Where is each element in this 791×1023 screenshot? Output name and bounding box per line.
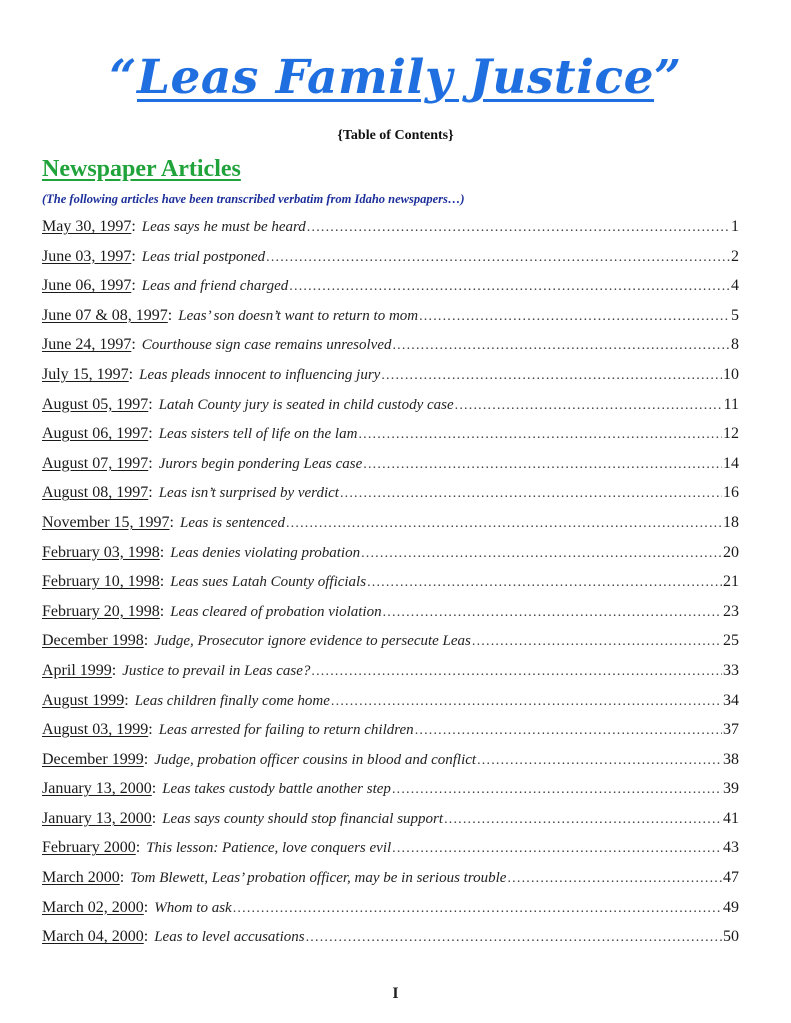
toc-entry[interactable]: [42, 839, 739, 869]
toc-entry[interactable]: [42, 396, 739, 426]
page-number: I: [392, 985, 399, 1002]
toc-entry-date[interactable]: December 1998: [42, 632, 144, 650]
toc-entry-title: Leas trial postponed: [141, 248, 266, 265]
toc-entry-page: 49: [723, 898, 739, 916]
toc-entry-separator: :: [148, 721, 153, 739]
toc-entry[interactable]: [42, 662, 739, 692]
toc-entry-page: 5: [731, 306, 739, 324]
toc-entry-separator: :: [143, 898, 149, 916]
toc-dot-leader: [266, 250, 730, 266]
toc-entry[interactable]: [42, 810, 739, 840]
toc-entry-title: Whom to ask: [154, 899, 232, 916]
toc-entry-date[interactable]: March 2000: [42, 869, 120, 887]
toc-entry[interactable]: [42, 692, 739, 722]
toc-entry-page: 16: [723, 484, 739, 502]
toc-entry-date[interactable]: April 1999: [42, 661, 112, 679]
toc-entry-separator: :: [124, 691, 129, 709]
toc-entry-page: 1: [731, 218, 739, 235]
toc-entry-title: Leas sues Latah County officials: [170, 574, 367, 591]
intro-note: (The following articles have been transcribed verbatim from Idaho newspapers…): [42, 192, 465, 206]
toc-dot-leader: [367, 575, 722, 591]
toc-entry-page: 47: [723, 869, 739, 887]
toc-entry-date[interactable]: February 20, 1998: [42, 602, 160, 620]
toc-entry-separator: :: [131, 336, 136, 354]
toc-entry-separator: :: [151, 809, 157, 827]
toc-entry[interactable]: [42, 366, 739, 396]
toc-entry-separator: :: [148, 454, 153, 472]
toc-dot-leader: [419, 309, 730, 325]
toc-entry[interactable]: [42, 248, 739, 278]
toc-dot-leader: [472, 634, 722, 650]
toc-entry-page: 14: [723, 454, 739, 472]
title-close-quote: ”: [654, 50, 682, 105]
toc-entry-separator: :: [143, 632, 149, 650]
toc-entry-page: 23: [723, 602, 739, 620]
toc-entry-separator: :: [143, 750, 149, 768]
toc-entry-page: 21: [723, 573, 739, 591]
toc-dot-leader: [477, 753, 722, 769]
toc-entry-title: Leas says county should stop financial support: [162, 810, 444, 827]
toc-dot-leader: [415, 723, 722, 739]
toc-entry-title: Leas takes custody battle another step: [162, 781, 391, 798]
toc-entry-title: Courthouse sign case remains unresolved: [141, 337, 392, 354]
toc-dot-leader: [507, 871, 722, 887]
toc-entry-page: 39: [723, 780, 739, 798]
toc-entry-title: Leas is sentenced: [179, 514, 285, 531]
toc-entry-separator: :: [111, 661, 117, 679]
toc-entry-date[interactable]: May 30, 1997: [42, 218, 132, 235]
toc-dot-leader: [331, 694, 722, 710]
toc-entry-separator: :: [143, 928, 149, 946]
toc-entry[interactable]: [42, 928, 739, 958]
toc-dot-leader: [286, 516, 722, 532]
table-of-contents: [42, 218, 739, 958]
toc-dot-leader: [444, 812, 722, 828]
toc-entry-date[interactable]: August 05, 1997: [42, 395, 149, 413]
toc-entry-title: Tom Blewett, Leas’ probation officer, may be in serious trouble: [130, 870, 507, 887]
toc-entry-date[interactable]: August 03, 1999: [42, 721, 149, 739]
toc-entry[interactable]: [42, 751, 739, 781]
title-open-quote: “: [109, 50, 137, 105]
toc-entry-separator: :: [131, 247, 136, 265]
toc-entry-title: Jurors begin pondering Leas case: [158, 455, 363, 472]
toc-entry-separator: :: [169, 513, 174, 531]
toc-entry[interactable]: [42, 869, 739, 899]
table-of-contents-label: {Table of Contents}: [337, 128, 454, 143]
toc-entry-title: Leas denies violating probation: [170, 544, 361, 561]
document-title: [0, 48, 791, 108]
toc-entry-page: 38: [723, 750, 739, 768]
toc-entry[interactable]: [42, 425, 739, 455]
toc-dot-leader: [340, 486, 722, 502]
toc-entry-separator: :: [159, 573, 165, 591]
toc-entry-separator: :: [159, 602, 165, 620]
toc-dot-leader: [289, 279, 730, 295]
toc-entry-page: 2: [731, 247, 739, 265]
toc-entry-date[interactable]: June 24, 1997: [42, 336, 132, 354]
toc-entry-date[interactable]: July 15, 1997: [42, 365, 129, 383]
toc-entry-separator: :: [148, 395, 153, 413]
toc-dot-leader: [381, 368, 722, 384]
toc-dot-leader: [363, 457, 722, 473]
toc-entry[interactable]: [42, 573, 739, 603]
toc-dot-leader: [311, 664, 722, 680]
toc-entry-date[interactable]: February 10, 1998: [42, 573, 160, 591]
toc-dot-leader: [306, 930, 722, 946]
toc-entry-page: 50: [723, 928, 739, 946]
toc-entry-separator: :: [128, 365, 134, 383]
toc-entry-page: 12: [723, 425, 739, 443]
toc-entry-page: 37: [723, 721, 739, 739]
toc-entry-title: Leas sisters tell of life on the lam: [158, 426, 358, 443]
toc-entry-date[interactable]: February 2000: [42, 839, 136, 857]
toc-entry-title: Latah County jury is seated in child custody case: [158, 396, 454, 413]
toc-entry-separator: :: [148, 425, 153, 443]
toc-entry-page: 18: [723, 513, 739, 531]
toc-dot-leader: [233, 901, 722, 917]
toc-entry-separator: :: [159, 543, 165, 561]
toc-entry-page: 11: [723, 395, 739, 413]
toc-entry-separator: :: [131, 218, 136, 235]
toc-entry-page: 33: [723, 661, 739, 679]
toc-entry-title: This lesson: Patience, love conquers evil: [146, 840, 392, 857]
toc-entry-date[interactable]: January 13, 2000: [42, 809, 152, 827]
toc-entry-page: 25: [723, 632, 739, 650]
toc-entry-separator: :: [131, 277, 136, 295]
toc-dot-leader: [358, 427, 722, 443]
toc-entry-date[interactable]: February 03, 1998: [42, 543, 160, 561]
toc-entry[interactable]: [42, 455, 739, 485]
toc-entry-title: Leas’ son doesn’t want to return to mom: [178, 307, 419, 324]
toc-entry[interactable]: [42, 484, 739, 514]
toc-entry-date[interactable]: November 15, 1997: [42, 513, 170, 531]
toc-entry-page: 8: [731, 336, 739, 354]
toc-entry-page: 20: [723, 543, 739, 561]
toc-dot-leader: [392, 338, 730, 354]
toc-entry-title: Leas isn’t surprised by verdict: [158, 485, 339, 502]
toc-entry[interactable]: [42, 780, 739, 810]
toc-entry-separator: :: [135, 839, 141, 857]
toc-entry-date[interactable]: June 06, 1997: [42, 277, 132, 295]
toc-entry-title: Leas and friend charged: [141, 278, 289, 295]
toc-entry-title: Judge, probation officer cousins in blood and conflict: [154, 751, 477, 768]
toc-entry-separator: :: [151, 780, 157, 798]
title-text: Leas Family Justice: [136, 50, 655, 105]
toc-dot-leader: [392, 782, 722, 798]
toc-entry-page: 34: [723, 691, 739, 709]
toc-entry-separator: :: [119, 869, 125, 887]
toc-entry[interactable]: [42, 307, 739, 337]
toc-entry[interactable]: [42, 603, 739, 633]
toc-entry-title: Leas to level accusations: [154, 929, 305, 946]
toc-entry-title: Judge, Prosecutor ignore evidence to persecute Leas: [154, 633, 471, 650]
toc-entry-page: 41: [723, 809, 739, 827]
toc-entry-date[interactable]: June 03, 1997: [42, 247, 132, 265]
toc-entry-date[interactable]: June 07 & 08, 1997: [42, 306, 168, 324]
toc-entry-date[interactable]: March 04, 2000: [42, 928, 144, 946]
toc-entry-date[interactable]: August 08, 1997: [42, 484, 149, 502]
toc-entry-date[interactable]: August 06, 1997: [42, 425, 149, 443]
toc-entry-date[interactable]: December 1999: [42, 750, 144, 768]
toc-entry-page: 4: [731, 277, 739, 295]
toc-entry-date[interactable]: August 1999: [42, 691, 125, 709]
toc-dot-leader: [307, 220, 730, 236]
toc-entry-title: Leas says he must be heard: [141, 219, 306, 235]
toc-entry-title: Leas arrested for failing to return children: [158, 722, 414, 739]
toc-entry-date[interactable]: January 13, 2000: [42, 780, 152, 798]
toc-entry[interactable]: [42, 277, 739, 307]
toc-dot-leader: [361, 546, 722, 562]
toc-entry[interactable]: [42, 544, 739, 574]
toc-entry-title: Justice to prevail in Leas case?: [122, 662, 311, 679]
toc-dot-leader: [392, 841, 722, 857]
toc-entry-separator: :: [148, 484, 153, 502]
toc-entry-date[interactable]: August 07, 1997: [42, 454, 149, 472]
toc-entry-page: 10: [723, 365, 739, 383]
toc-entry[interactable]: [42, 721, 739, 751]
toc-entry-title: Leas children finally come home: [134, 692, 330, 709]
toc-entry[interactable]: [42, 336, 739, 366]
toc-entry[interactable]: [42, 514, 739, 544]
section-heading: Newspaper Articles: [42, 156, 241, 182]
toc-entry-page: 43: [723, 839, 739, 857]
toc-entry-date[interactable]: March 02, 2000: [42, 898, 144, 916]
toc-entry-title: Leas cleared of probation violation: [170, 603, 382, 620]
toc-entry[interactable]: [42, 899, 739, 929]
toc-dot-leader: [455, 398, 723, 414]
toc-entry[interactable]: [42, 632, 739, 662]
toc-entry-title: Leas pleads innocent to influencing jury: [139, 366, 381, 383]
toc-entry-separator: :: [167, 306, 173, 324]
toc-dot-leader: [383, 605, 722, 621]
toc-entry[interactable]: [42, 218, 739, 248]
